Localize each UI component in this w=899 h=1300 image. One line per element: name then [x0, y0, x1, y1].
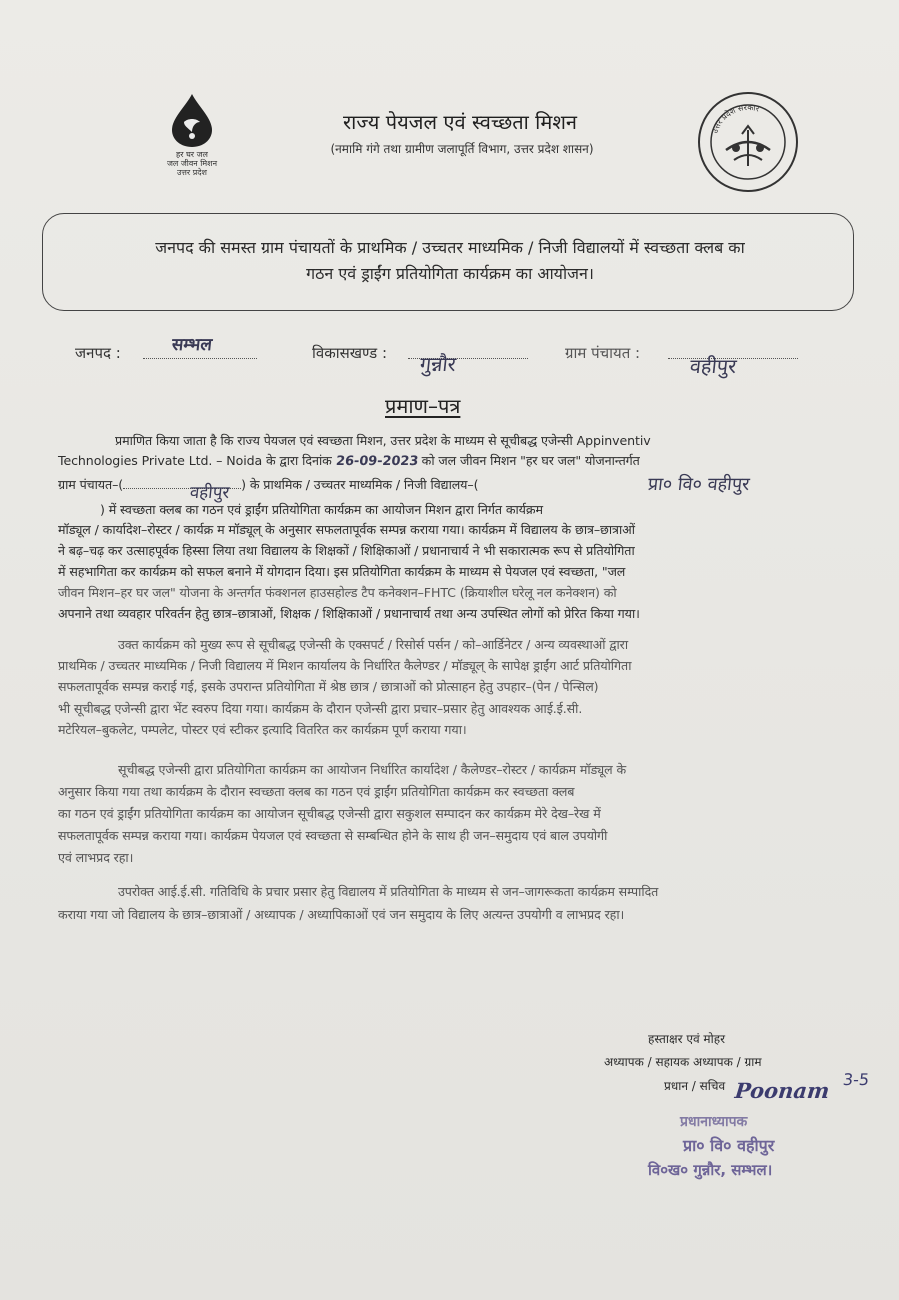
stamp-line-3: वि०ख० गुन्नौर, सम्भल। — [648, 1161, 773, 1179]
signature-label-1: हस्ताक्षर एवं मोहर — [648, 1032, 726, 1046]
p4-line-1: उपरोक्त आई.ई.सी. गतिविधि के प्रचार प्रसार हेतु विद्यालय में प्रतियोगिता के माध्यम से जन–जागरूकता कार्यक्रम सम्पादित — [118, 884, 659, 899]
jal-jeevan-mission-logo — [158, 92, 226, 182]
p1-line-6: ने बढ़–चढ़ कर उत्साहपूर्वक हिस्सा लिया तथा विद्यालय के शिक्षकों / शिक्षिकाओं / प्रधानाचार्य ने भी सकारात्मक रूप से प्रतियोगिता — [58, 543, 635, 558]
p1-line-4: ) में स्वच्छता क्लब का गठन एवं ड्राईंग प्रतियोगिता कार्यक्रम का आयोजन मिशन द्वारा निर्गत कार्यक्रम — [100, 502, 543, 517]
mission-title: राज्य पेयजल एवं स्वच्छता मिशन — [342, 110, 578, 134]
panchayat-handwritten: वहीपुर — [188, 483, 231, 503]
p2-line-5: मटेरियल–बुकलेट, पम्पलेट, पोस्टर एवं स्टीकर इत्यादि वितरित कर कार्यक्रम पूर्ण कराया गया। — [58, 722, 467, 737]
p2-line-3: सफलतापूर्वक सम्पन्न कराई गई, इसके उपरान्त प्रतियोगिता में श्रेष्ठ छात्र / छात्राओं को प्रोत्साहन हेतु उपहार–(पेन / पेन्सिल) — [58, 679, 599, 694]
p4-line-2: कराया गया जो विद्यालय के छात्र–छात्राओं / अध्यापक / अध्यापिकाओं एवं जन समुदाय के लिए अत्यन्त उपयोगी व लाभप्रद रहा। — [58, 907, 625, 922]
p1-line-7: में सहभागिता कर कार्यक्रम को सफल बनाने में योगदान दिया। इस प्रतियोगिता कार्यक्रम के माध्यम से पेयजल एवं स्वच्छता, "जल — [58, 564, 626, 579]
signature-label-3: प्रधान / सचिव — [664, 1079, 726, 1093]
seal-text: उत्तर प्रदेश सरकार — [710, 102, 761, 135]
p3-line-5: एवं लाभप्रद रहा। — [58, 850, 134, 865]
p1-line-1: प्रमाणित किया जाता है कि राज्य पेयजल एवं स्वच्छता मिशन, उत्तर प्रदेश के माध्यम से सूचीबद्ध एजेन्सी Appinventiv — [115, 433, 651, 448]
panchayat-label: ग्राम पंचायत : — [565, 344, 641, 362]
p3-line-3: का गठन एवं ड्राईंग प्रतियोगिता कार्यक्रम का आयोजन सूचीबद्ध एजेन्सी द्वारा सकुशल सम्पादन कर कार्यक्रम मेरे देख–रेख में — [58, 806, 601, 821]
certificate-heading: प्रमाण–पत्र — [385, 394, 461, 418]
notice-line-2: गठन एवं ड्राईंग प्रतियोगिता कार्यक्रम का आयोजन। — [306, 264, 594, 283]
school-handwritten: प्रा० वि० वहीपुर — [646, 474, 751, 495]
logo-caption-2: जल जीवन मिशन — [166, 159, 218, 168]
stamp-line-2: प्रा० वि० वहीपुर — [683, 1136, 775, 1155]
p2-line-2: प्राथमिक / उच्चतर माध्यमिक / निजी विद्यालय में मिशन कार्यालय के निर्धारित कैलेण्डर / मॉड्यूल् के सापेक्ष ड्राईंग आर्ट प्रतियोगिता — [58, 658, 632, 673]
state-seal — [696, 90, 800, 194]
mission-subtitle: (नमामि गंगे तथा ग्रामीण जलापूर्ति विभाग, उत्तर प्रदेश शासन) — [330, 142, 594, 156]
p2-line-1: उक्त कार्यक्रम को मुख्य रूप से सूचीबद्ध एजेन्सी के एक्सपर्ट / रिसोर्स पर्सन / को–आर्डिनेटर / अन्य व्यवस्थाओं द्वारा — [118, 637, 628, 652]
signature-date: 3-5 — [842, 1070, 871, 1089]
svg-text:उत्तर प्रदेश सरकार — [710, 103, 761, 135]
handwritten-signature: Poonam — [733, 1078, 831, 1103]
p1-line-2b: को जल जीवन मिशन "हर घर जल" योजनान्तर्गत — [421, 453, 640, 468]
block-value: गुन्नौर — [418, 352, 458, 376]
stamp-line-1: प्रधानाध्यापक — [680, 1114, 748, 1130]
p3-line-1: सूचीबद्ध एजेन्सी द्वारा प्रतियोगिता कार्यक्रम का आयोजन निर्धारित कार्यादेश / कैलेण्डर–रोस्टर / कार्यक्रम मॉड्यूल के — [118, 762, 627, 777]
p1-line-2a: Technologies Private Ltd. – Noida के द्वारा दिनांक — [58, 453, 332, 468]
p1-line-8: जीवन मिशन–हर घर जल" योजना के अन्तर्गत फंक्शनल हाउसहोल्ड टैप कनेक्शन–FHTC (क्रियाशील घरेलू नल कनेक्शन) को — [58, 585, 617, 600]
signature-label-2: अध्यापक / सहायक अध्यापक / ग्राम — [604, 1055, 762, 1069]
notice-line-1: जनपद की समस्त ग्राम पंचायतों के प्राथमिक / उच्चतर माध्यमिक / निजी विद्यालयों में स्वच्छता क्लब का — [155, 238, 745, 257]
water-drop-icon — [158, 92, 226, 148]
p1-line-5: मॉड्यूल / कार्यादेश–रोस्टर / कार्यक्र म मॉड्यूल् के अनुसार सफलतापूर्वक सम्पन्न कराया गया। कार्यक्रम में विद्यालय के छात्र–छात्राओं — [58, 522, 635, 537]
district-label: जनपद : — [75, 344, 121, 362]
logo-caption-3: उत्तर प्रदेश — [177, 168, 207, 177]
p1-line-9: अपनाने तथा व्यवहार परिवर्तन हेतु छात्र–छात्राओं, शिक्षक / शिक्षिकाओं / प्रधानाचार्य तथा अन्य उपस्थित लोगों को प्रेरित किया गया। — [58, 606, 640, 621]
p1-line-3a: ग्राम पंचायत–( — [58, 477, 124, 492]
logo-caption-1: हर घर जल — [176, 150, 208, 159]
p1-line-2 — [58, 452, 848, 469]
p3-line-4: सफलतापूर्वक सम्पन्न कराया गया। कार्यक्रम पेयजल एवं स्वच्छता से सम्बन्धित होने के साथ ही जन–समुदाय एवं बाल उपयोगी — [58, 828, 608, 843]
p2-line-4: भी सूचीबद्ध एजेन्सी द्वारा भेंट स्वरुप दिया गया। कार्यक्रम के दौरान एजेन्सी द्वारा प्रचार–प्रसार हेतु आवश्यक आई.ई.सी. — [58, 701, 583, 716]
block-label: विकासखण्ड : — [312, 344, 388, 362]
district-value: सम्भल — [170, 335, 213, 355]
certificate-date: 26-09-2023 — [334, 454, 419, 469]
up-emblem-icon — [696, 90, 800, 194]
p3-line-2: अनुसार किया गया तथा कार्यक्रम के दौरान स्वच्छता क्लब का गठन एवं ड्राईंग प्रतियोगिता कार्यक्रम कर स्वच्छता क्लब — [58, 784, 575, 799]
p1-line-3b: ) के प्राथमिक / उच्चतर माध्यमिक / निजी विद्यालय–( — [241, 477, 479, 492]
panchayat-value: वहीपुर — [688, 354, 738, 378]
